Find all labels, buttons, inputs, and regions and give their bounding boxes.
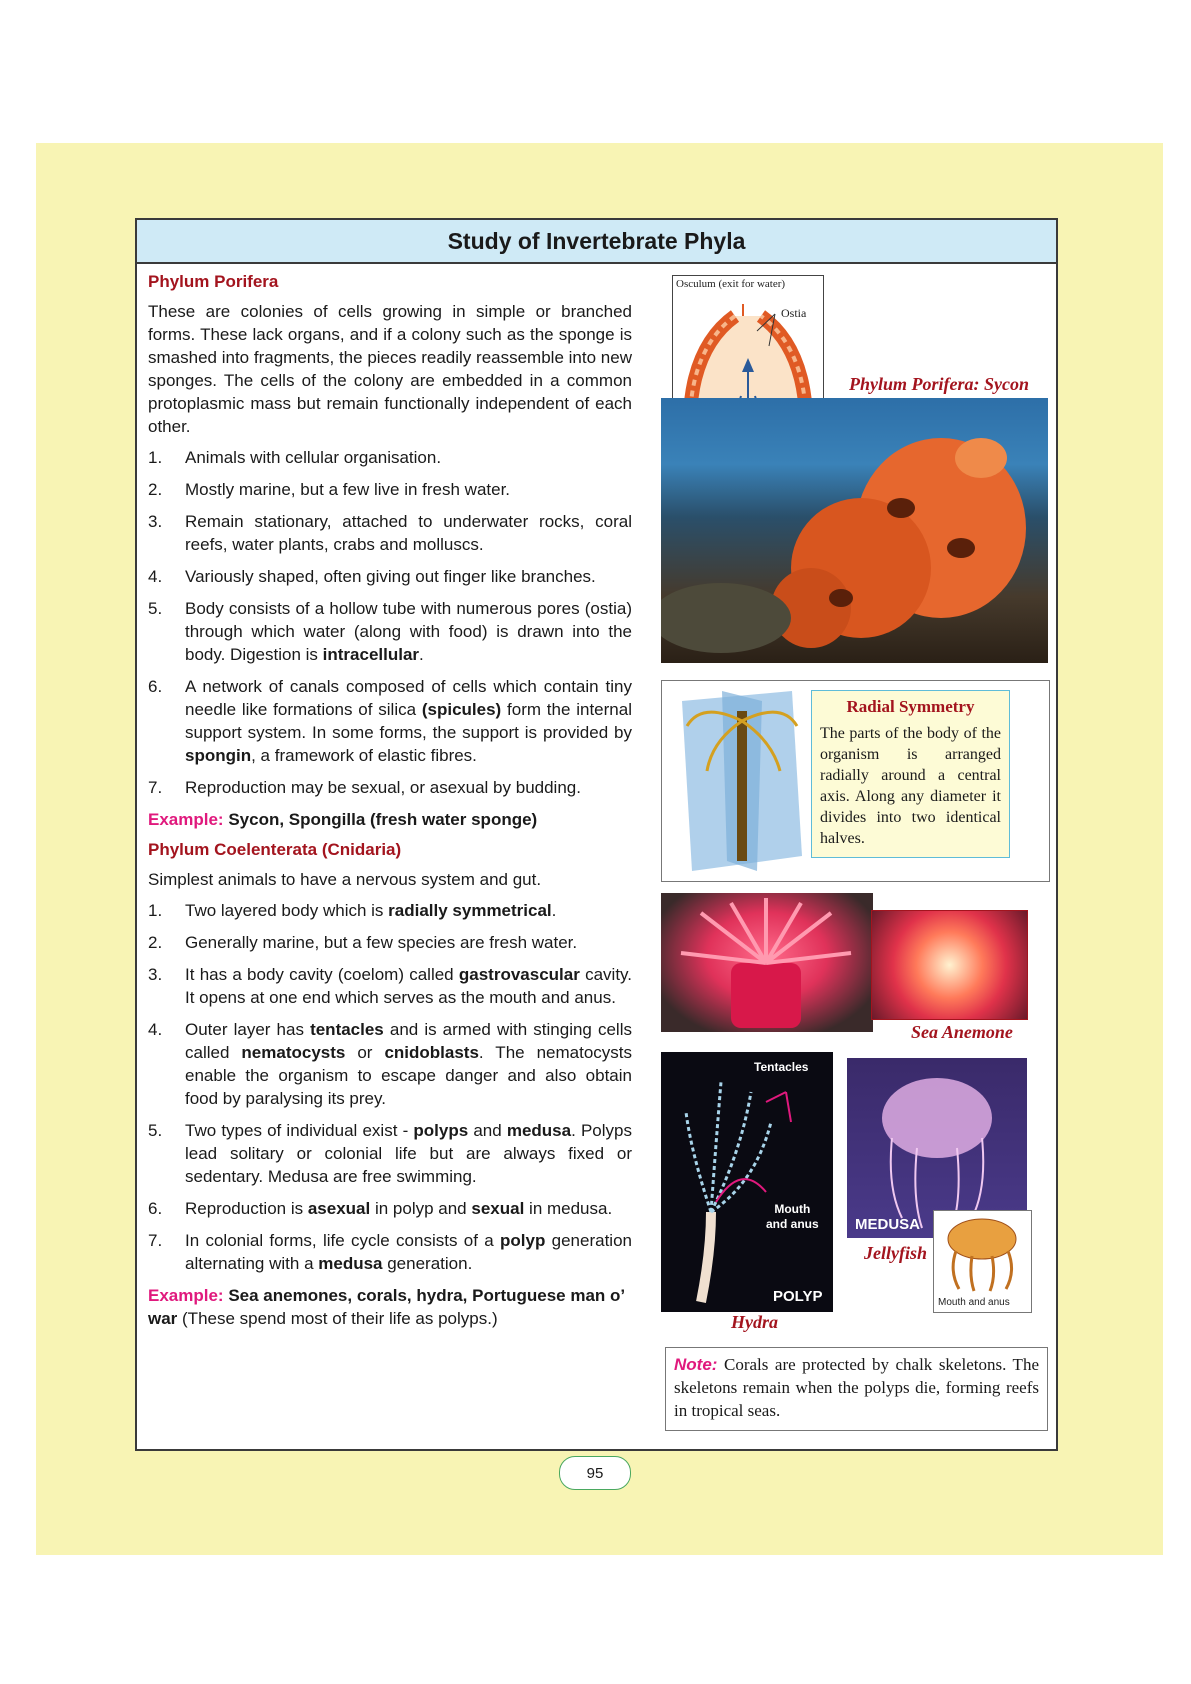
list-item: 7. Reproduction may be sexual, or asexual by budding. — [148, 778, 581, 797]
list-item: 1. Two layered body which is radially symmetrical. — [148, 901, 557, 920]
jellyfish-drawing — [934, 1211, 1031, 1296]
jellyfish-drawing-box — [933, 1210, 1032, 1313]
coelenterata-example: Example: Sea anemones, corals, hydra, Portuguese man o’ war (These spend most of their life as polyps.) — [148, 1286, 625, 1328]
list-item: 6. Reproduction is asexual in polyp and sexual in medusa. — [148, 1199, 613, 1218]
mouth-label-hydra: Mouth and anus — [766, 1202, 819, 1231]
note-label: Note: — [674, 1355, 718, 1374]
hydra-photo — [661, 1052, 833, 1312]
osculum-label: Osculum (exit for water) — [676, 278, 786, 290]
hydra-drawing — [661, 1052, 833, 1312]
list-item: 4. Outer layer has tentacles and is armed with stinging cells called nematocysts or cnidoblasts. The nematocysts enable the organism to escape danger and also obtain food by paralysing its prey. — [148, 1020, 633, 1108]
note-box — [665, 1347, 1048, 1431]
list-item: 5. Two types of individual exist - polyps and medusa. Polyps lead solitary or colonial life but are always fixed or sedentary. Medusa are free swimming. — [148, 1121, 632, 1186]
title-text: Study of Invertebrate Phyla — [447, 227, 746, 254]
radial-symmetry-box — [811, 690, 1010, 858]
left-column — [148, 266, 632, 1337]
coelenterata-intro: Simplest animals to have a nervous system and gut. — [148, 870, 542, 889]
page-title — [137, 220, 1056, 264]
sea-anemone-photo-2 — [871, 910, 1028, 1020]
radial-symmetry-title: Radial Symmetry — [846, 697, 975, 716]
list-item: 3. Remain stationary, attached to underwater rocks, coral reefs, water plants, crabs and molluscs. — [148, 512, 632, 554]
page-number-text: 95 — [586, 1464, 604, 1482]
sponge-drawing — [661, 398, 1048, 663]
porifera-intro: These are colonies of cells growing in simple or branched forms. These lack organs, and if a colony such as the sponge is smashed into fragments, the pieces readily reassemble into new sponges. The cells of the colony are embedded in a common protoplasmic mass but remain functionally independent of each other. — [148, 302, 632, 436]
porifera-example: Example: Sycon, Spongilla (fresh water sponge) — [148, 810, 538, 829]
porifera-list — [148, 446, 632, 799]
jellyfish-caption: Jellyfish — [864, 1243, 927, 1263]
radial-symmetry-figure — [661, 680, 1050, 882]
porifera-heading: Phylum Porifera — [148, 272, 279, 291]
hydra-caption: Hydra — [731, 1312, 778, 1332]
coelenterata-list — [148, 899, 632, 1275]
content-frame — [135, 218, 1058, 1451]
polyp-label: POLYP — [773, 1288, 823, 1305]
list-item: 2. Mostly marine, but a few live in fresh water. — [148, 480, 511, 499]
ostia-label: Ostia — [781, 306, 807, 320]
list-item: 3. It has a body cavity (coelom) called gastrovascular cavity. It opens at one end which serves as the mouth and anus. — [148, 965, 633, 1007]
sycon-caption: Phylum Porifera: Sycon — [849, 374, 1029, 394]
list-item: 6. A network of canals composed of cells which contain tiny needle like formations of silica (spicules) form the internal support system. In some forms, the support is provided by spongin, a framework of elastic fibres. — [148, 677, 632, 765]
note-text: Note: Corals are protected by chalk skeletons. The skeletons remain when the polyps die, forming reefs in tropical seas. — [674, 1355, 1039, 1420]
mouth-anus-small-label: Mouth and anus — [938, 1297, 1010, 1308]
coelenterata-heading: Phylum Coelenterata (Cnidaria) — [148, 840, 402, 859]
list-item: 5. Body consists of a hollow tube with numerous pores (ostia) through which water (along with food) is drawn into the body. Digestion is intracellular. — [148, 599, 632, 664]
list-item: 2. Generally marine, but a few species are fresh water. — [148, 933, 578, 952]
anemone-drawing-1 — [661, 893, 873, 1032]
list-item: 7. In colonial forms, life cycle consists of a polyp generation alternating with a medusa generation. — [148, 1231, 632, 1273]
list-item: 4. Variously shaped, often giving out finger like branches. — [148, 567, 596, 586]
tentacles-label: Tentacles — [754, 1060, 809, 1074]
list-item: 1. Animals with cellular organisation. — [148, 448, 442, 467]
sea-anemone-caption: Sea Anemone — [911, 1022, 1013, 1042]
radial-symmetry-drawing — [662, 681, 822, 881]
page-number — [559, 1456, 631, 1490]
sea-anemone-photo-1 — [661, 893, 873, 1032]
sponge-photo — [661, 398, 1048, 663]
radial-symmetry-text: The parts of the body of the organism is arranged radially around a central axis. Along any diameter it divides into two identical halves. — [820, 725, 1001, 847]
medusa-label: MEDUSA — [855, 1216, 921, 1233]
